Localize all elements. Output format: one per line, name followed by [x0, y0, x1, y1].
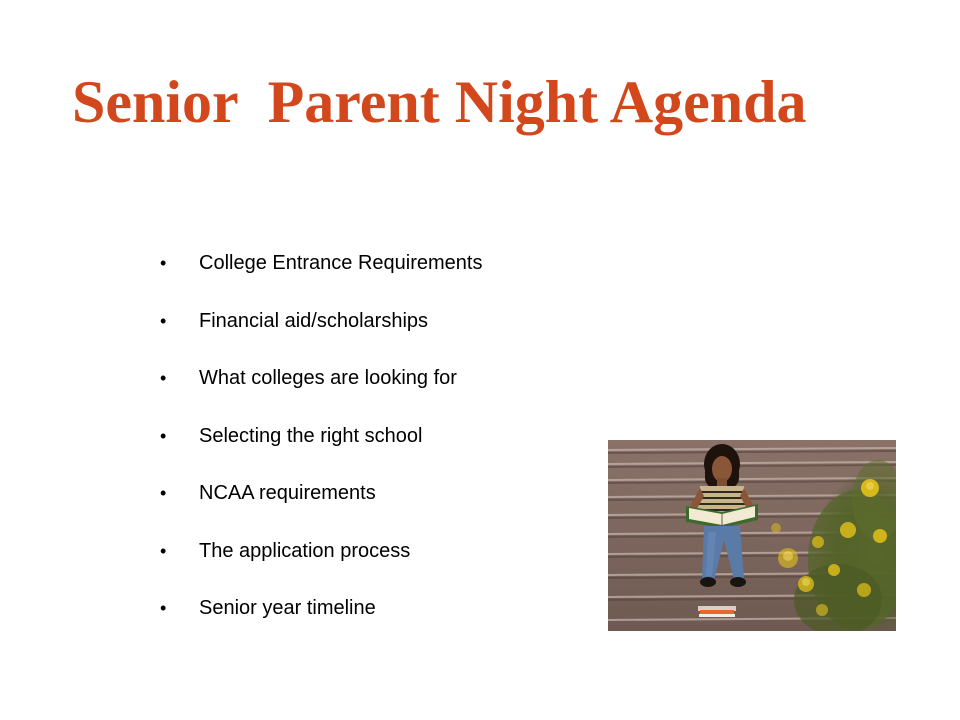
- agenda-list: [160, 247, 483, 650]
- bullet-icon: •: [160, 598, 167, 618]
- bullet-icon: •: [160, 540, 167, 561]
- agenda-item-label: Senior year timeline: [199, 597, 376, 619]
- agenda-item-label: What colleges are looking for: [199, 367, 457, 389]
- list-item: [160, 535, 483, 593]
- list-item: [160, 477, 483, 535]
- agenda-item-label: College Entrance Requirements: [199, 252, 483, 274]
- bullet-icon: •: [160, 253, 167, 273]
- agenda-item-label: Financial aid/scholarships: [199, 309, 429, 332]
- bullet-icon: •: [160, 310, 167, 331]
- list-item: [160, 420, 483, 478]
- agenda-item-label: Selecting the right school: [199, 424, 423, 447]
- agenda-item-label: The application process: [199, 539, 411, 562]
- bullet-icon: •: [160, 368, 167, 388]
- list-item: [160, 305, 483, 363]
- slide-title: Senior Parent Night Agenda: [72, 69, 807, 135]
- agenda-item-label: NCAA requirements: [199, 482, 376, 504]
- list-item: [160, 362, 483, 420]
- bullet-icon: •: [160, 425, 167, 446]
- list-item: [160, 247, 483, 305]
- bullet-icon: •: [160, 483, 167, 503]
- student-reading-photo: [608, 440, 896, 631]
- list-item: [160, 592, 483, 650]
